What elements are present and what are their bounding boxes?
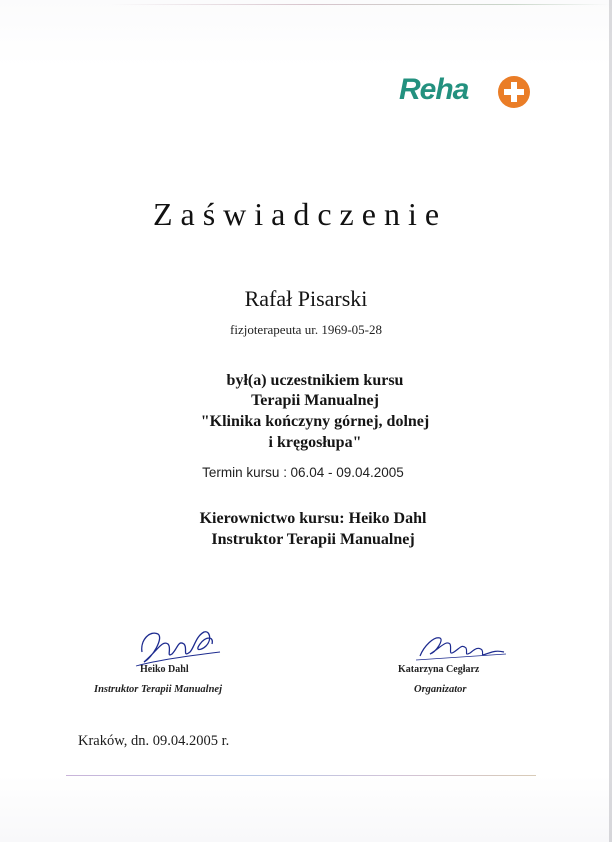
instructor-title: Instruktor Terapii Manualnej: [211, 531, 415, 548]
course-title-line-1: "Klinika kończyny górnej, dolnej: [200, 413, 430, 430]
signature-katarzyna-ceglarz: [410, 626, 510, 666]
logo-text: Reha: [399, 73, 469, 106]
top-decorative-rule: [110, 4, 610, 5]
certificate-title: Zaświadczenie: [152, 196, 448, 232]
participation-line: był(a) uczestnikiem kursu: [226, 372, 404, 389]
plus-icon: [498, 76, 530, 108]
term-value: 06.04 - 09.04.2005: [290, 465, 404, 480]
bottom-decorative-rule: [66, 775, 536, 776]
place-and-date: Kraków, dn. 09.04.2005 r.: [78, 733, 230, 749]
course-type: Terapii Manualnej: [251, 392, 379, 409]
term-label: Termin kursu :: [202, 465, 287, 480]
signer-right-name: Katarzyna Cegłarz: [398, 664, 480, 675]
signer-left-name: Heiko Dahl: [140, 664, 189, 675]
signer-right-role: Organizator: [414, 684, 467, 695]
profession-birthdate: fizjoterapeuta ur. 1969-05-28: [230, 322, 382, 337]
signature-heiko-dahl: [128, 622, 228, 668]
reha-logo: [399, 72, 539, 114]
signer-left-role: Instruktor Terapii Manualnej: [94, 684, 222, 695]
course-title-line-2: i kręgosłupa": [268, 434, 362, 451]
participant-name: Rafał Pisarski: [244, 286, 368, 311]
course-term: [0, 465, 606, 482]
course-leadership: Kierownictwo kursu: Heiko Dahl: [199, 510, 427, 527]
